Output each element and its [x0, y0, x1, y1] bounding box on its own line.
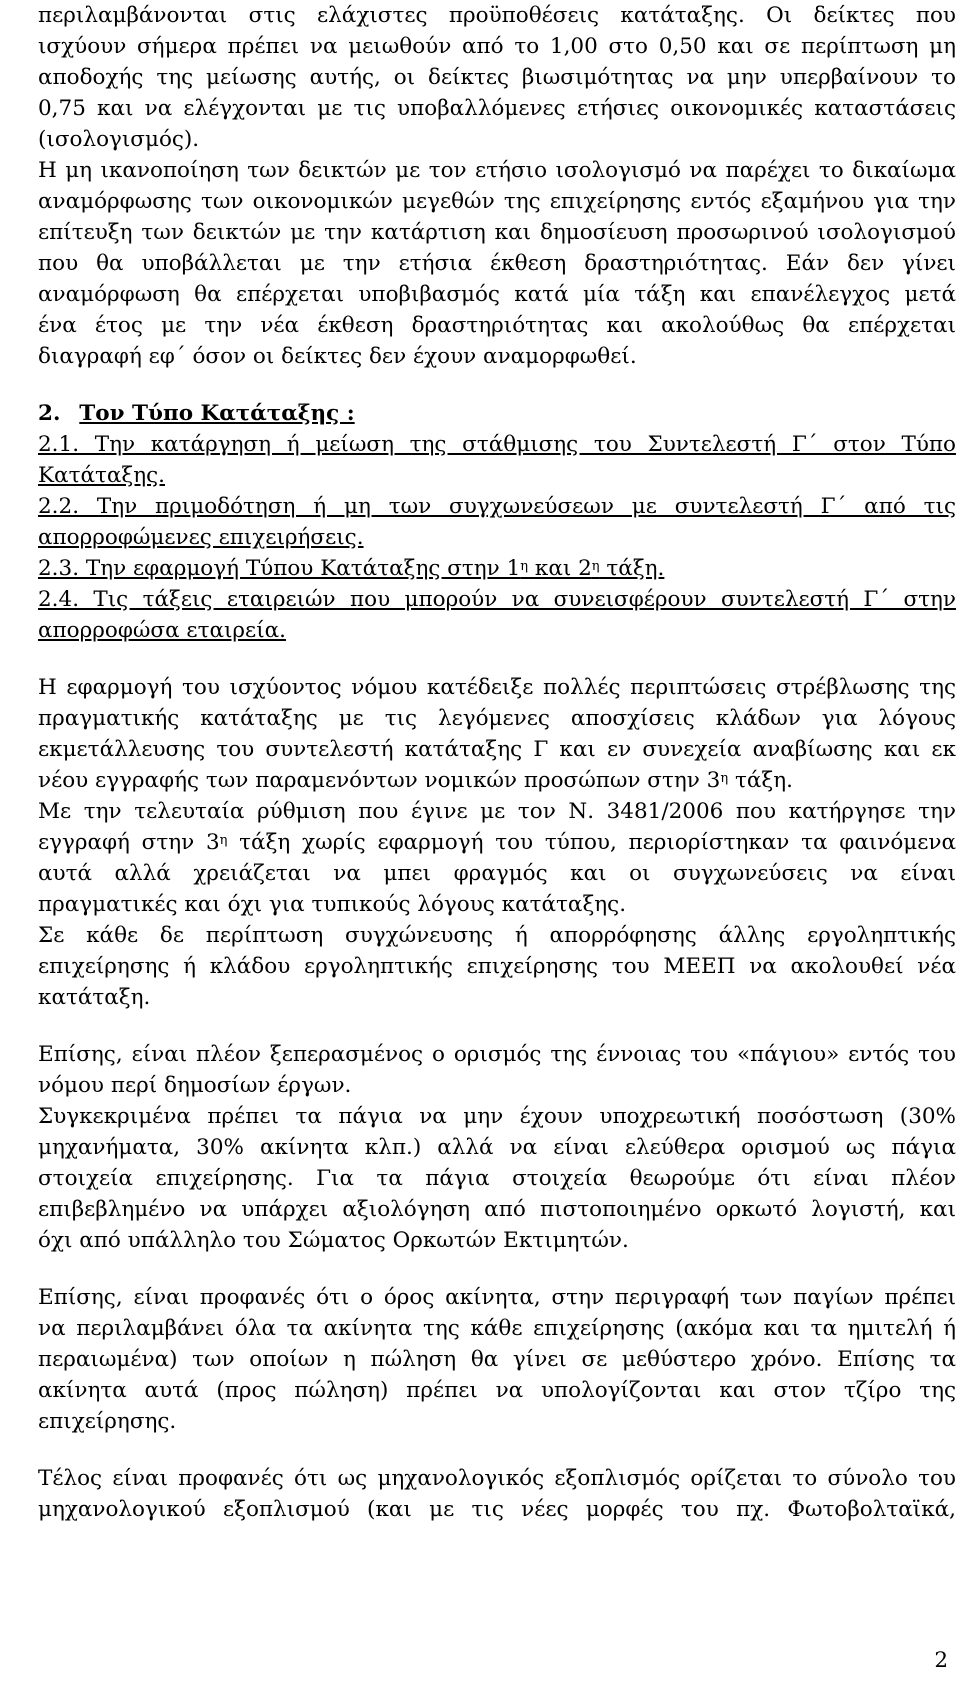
text-line: Η μη ικανοποίηση των δεικτών με τον ετήσιο ισολογισμό να παρέχει το δικαίωμα	[38, 158, 956, 183]
text-line: και 2	[528, 556, 592, 581]
text-line: περιλαμβάνονται στις ελάχιστες προϋποθέσεις κατάταξης. Οι δείκτες που	[38, 3, 956, 28]
text-line: αυτά αλλά χρειάζεται να μπει φραγμός και οι συγχωνεύσεις να είναι	[38, 861, 956, 886]
text-line: τάξη χωρίς εφαρμογή του τύπου, περιορίστηκαν τα φαινόμενα	[227, 830, 956, 855]
document-page	[38, 0, 956, 1525]
text-line: 0,75 και να ελέγχονται με τις υποβαλλόμενες ετήσιες οικονομικές καταστάσεις	[38, 96, 956, 121]
text-line: ακίνητα αυτά (προς πώληση) πρέπει να υπολογίζονται και στον τζίρο της	[38, 1378, 956, 1403]
text-line: επίτευξη των δεικτών με την κατάρτιση και δημοσίευση προσωρινού ισολογισμού	[38, 220, 956, 245]
text-line: Επίσης, είναι προφανές ότι ο όρος ακίνητα, στην περιγραφή των παγίων πρέπει	[38, 1285, 956, 1310]
text-line: τάξη.	[599, 556, 665, 581]
text-line: Σε κάθε δε περίπτωση συγχώνευσης ή απορρόφησης άλλης εργοληπτικής	[38, 923, 956, 948]
text-line: ένα έτος με την νέα έκθεση δραστηριότητας και ακολούθως θα επέρχεται	[38, 313, 956, 338]
text-line: πραγματικές και όχι για τυπικούς λόγους κατάταξης.	[38, 892, 627, 917]
text-line: όχι από υπάλληλο του Σώματος Ορκωτών Εκτιμητών.	[38, 1228, 629, 1253]
text-line: επιχείρησης.	[38, 1409, 177, 1434]
text-line: Τέλος είναι προφανές ότι ως μηχανολογικός εξοπλισμός ορίζεται το σύνολο του	[38, 1466, 956, 1491]
item-2-3	[38, 553, 956, 584]
section-heading	[38, 398, 956, 429]
page-number: 2	[934, 1648, 948, 1673]
text-line: διαγραφή εφ΄ όσον οι δείκτες δεν έχουν αναμορφωθεί.	[38, 344, 637, 369]
paragraph-merger	[38, 920, 956, 1013]
text-line: αναμόρφωση θα επέρχεται υποβιβασμός κατά μία τάξη και επανέλεγχος μετά	[38, 282, 956, 307]
paragraph-fixed-assets-definition	[38, 1039, 956, 1101]
superscript: η	[219, 833, 228, 848]
text-line: 2.4. Τις τάξεις εταιρειών που μπορούν να συνεισφέρουν συντελεστή Γ΄ στην	[38, 587, 956, 612]
paragraph-indices	[38, 0, 956, 155]
text-line: (ισολογισμός).	[38, 127, 200, 152]
text-line: εκμετάλλευσης του συντελεστή κατάταξης Γ και εν συνεχεία αναβίωσης και εκ	[38, 737, 956, 762]
paragraph-reform	[38, 155, 956, 372]
text-line: Η εφαρμογή του ισχύοντος νόμου κατέδειξε πολλές περιπτώσεις στρέβλωσης της	[38, 675, 956, 700]
item-2-4	[38, 584, 956, 646]
text-line: 2.1. Την κατάργηση ή μείωση της στάθμισης του Συντελεστή Γ΄ στον Τύπο	[38, 432, 956, 457]
item-2-2	[38, 491, 956, 553]
text-line: Επίσης, είναι πλέον ξεπερασμένος ο ορισμός της έννοιας του «πάγιου» εντός του	[38, 1042, 956, 1067]
text-line: αναμόρφωσης των οικονομικών μεγεθών της επιχείρησης εντός εξαμήνου για την	[38, 189, 956, 214]
paragraph-real-estate	[38, 1282, 956, 1437]
text-line: στοιχεία επιχείρησης. Για τα πάγια στοιχεία θεωρούμε ότι είναι πλέον	[38, 1166, 956, 1191]
text-line: Με την τελευταία ρύθμιση που έγινε με τον Ν. 3481/2006 που κατήργησε την	[38, 799, 956, 824]
text-line: τάξη.	[728, 768, 793, 793]
text-line: αποδοχής της μείωσης αυτής, οι δείκτες βιωσιμότητας να μην υπερβαίνουν το	[38, 65, 956, 90]
paragraph-fixed-assets-details	[38, 1101, 956, 1256]
paragraph-law-application	[38, 672, 956, 796]
text-line: περαιωμένα) των οποίων η πώληση θα γίνει σε μεθύστερο χρόνο. Επίσης τα	[38, 1347, 956, 1372]
text-line: πραγματικής κατάταξης με τις λεγόμενες αποσχίσεις κλάδων για λόγους	[38, 706, 956, 731]
text-line: απορροφώμενες επιχειρήσεις.	[38, 525, 364, 550]
text-line: Συγκεκριμένα πρέπει τα πάγια να μην έχουν υποχρεωτική ποσόστωση (30%	[38, 1104, 956, 1129]
superscript: η	[520, 559, 529, 574]
text-line: επιβεβλημένο να υπάρχει αξιολόγηση από πιστοποιημένο ορκωτό λογιστή, και	[38, 1197, 956, 1222]
text-line: εγγραφή στην 3	[38, 830, 220, 855]
text-line: ισχύουν σήμερα πρέπει να μειωθούν από το 1,00 στο 0,50 και σε περίπτωση μη	[38, 34, 956, 59]
paragraph-last-regulation	[38, 796, 956, 920]
superscript: η	[591, 559, 600, 574]
superscript: η	[720, 771, 729, 786]
text-line: νέου εγγραφής των παραμενόντων νομικών προσώπων στην 3	[38, 768, 721, 793]
text-line: μηχανήματα, 30% ακίνητα κλπ.) αλλά να είναι ελεύθερα ορισμού ως πάγια	[38, 1135, 956, 1160]
text-line: 2.3. Την εφαρμογή Τύπου Κατάταξης στην 1	[38, 556, 521, 581]
text-line: Κατάταξης.	[38, 463, 166, 488]
heading-title: Τον Τύπο Κατάταξης :	[79, 401, 355, 426]
paragraph-equipment	[38, 1463, 956, 1525]
text-line: 2.2. Την πριμοδότηση ή μη των συγχωνεύσεων με συντελεστή Γ΄ από τις	[38, 494, 956, 519]
text-line: νόμου περί δημοσίων έργων.	[38, 1073, 352, 1098]
item-2-1	[38, 429, 956, 491]
text-line: να περιλαμβάνει όλα τα ακίνητα της κάθε επιχείρησης (ακόμα και τα ημιτελή ή	[38, 1316, 956, 1341]
text-line: κατάταξη.	[38, 985, 151, 1010]
text-line: απορροφώσα εταιρεία.	[38, 618, 286, 643]
text-line: που θα υποβάλλεται με την ετήσια έκθεση δραστηριότητας. Εάν δεν γίνει	[38, 251, 956, 276]
heading-number: 2.	[38, 401, 61, 426]
text-line: μηχανολογικού εξοπλισμού (και με τις νέες μορφές του πχ. Φωτοβολταϊκά,	[38, 1497, 956, 1522]
text-line: επιχείρησης ή κλάδου εργοληπτικής επιχείρησης του ΜΕΕΠ να ακολουθεί νέα	[38, 954, 956, 979]
